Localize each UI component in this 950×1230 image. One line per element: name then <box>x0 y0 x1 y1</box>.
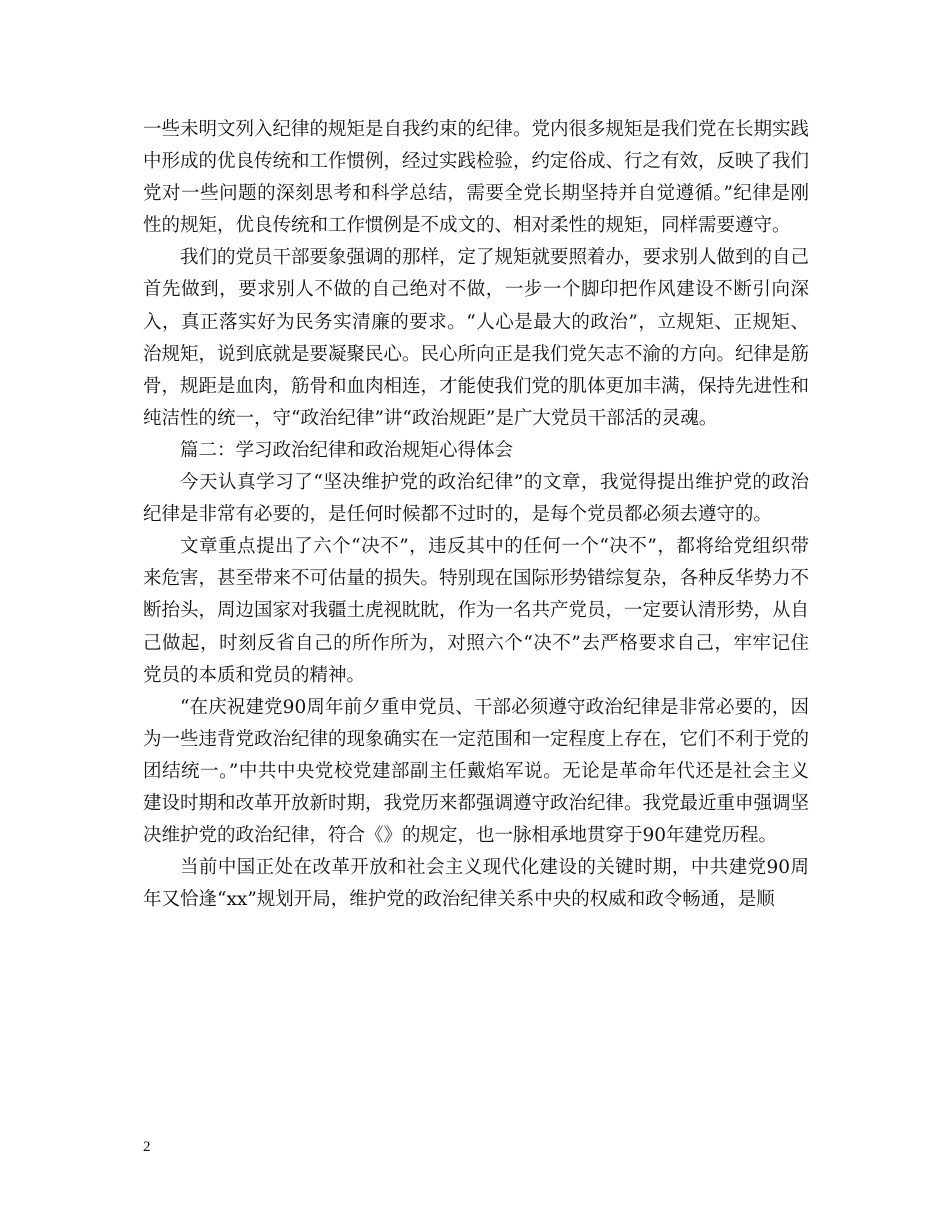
paragraph-1: 一些未明文列入纪律的规矩是自我约束的纪律。党内很多规矩是我们党在长期实践中形成的优良传统和工作惯例，经过实践检验，约定俗成、行之有效，反映了我们党对一些问题的深刻思考和科学总结，需要全党长期坚持并自觉遵循。”纪律是刚性的规矩，优良传统和工作惯例是不成文的、相对柔性的规矩，同样需要遵守。 <box>143 119 810 237</box>
section-heading: 篇二：学习政治纪律和政治规矩心得体会 <box>180 439 514 461</box>
paragraph-3: 今天认真学习了“坚决维护党的政治纪律”的文章，我觉得提出维护党的政治纪律是非常有必要的，是任何时候都不过时的，是每个党员都必须去遵守的。 <box>143 472 809 526</box>
page-number: 2 <box>143 1139 151 1155</box>
paragraph-5: “在庆祝建党90周年前夕重申党员、干部必须遵守政治纪律是非常必要的，因为一些违背党政治纪律的现象确实在一定范围和一定程度上存在，它们不利于党的团结统一。”中共中央党校党建部副主任戴焰军说。无论是革命年代还是社会主义建设时期和改革开放新时期，我党历来都强调遵守政治纪律。我党最近重申强调坚决维护党的政治纪律，符合《》的规定，也一脉相承地贯穿于90年建党历程。 <box>143 696 810 847</box>
paragraph-4: 文章重点提出了六个“决不”，违反其中的任何一个“决不”，都将给党组织带来危害，甚至带来不可估量的损失。特别现在国际形势错综复杂，各种反华势力不断抬头，周边国家对我疆土虎视眈眈，作为一名共产党员，一定要认清形势，从自己做起，时刻反省自己的所作所为，对照六个“决不”去严格要求自己，牢牢记住党员的本质和党员的精神。 <box>143 536 810 686</box>
paragraph-2: 我们的党员干部要象强调的那样，定了规矩就要照着办，要求别人做到的自己首先做到，要求别人不做的自己绝对不做，一步一个脚印把作风建设不断引向深入，真正落实好为民务实清廉的要求。“人心是最大的政治”，立规矩、正规矩、治规矩，说到底就是要凝聚民心。民心所向正是我们党矢志不渝的方向。纪律是筋骨，规距是血肉，筋骨和血肉相连，才能使我们党的肌体更加丰满，保持先进性和纯洁性的统一，守“政治纪律”讲“政治规距”是广大党员干部活的灵魂。 <box>143 247 810 429</box>
body-text <box>143 114 809 916</box>
paragraph-6: 当前中国正处在改革开放和社会主义现代化建设的关键时期，中共建党90周年又恰逢“xx”规划开局，维护党的政治纪律关系中央的权威和政令畅通，是顺 <box>143 857 809 911</box>
